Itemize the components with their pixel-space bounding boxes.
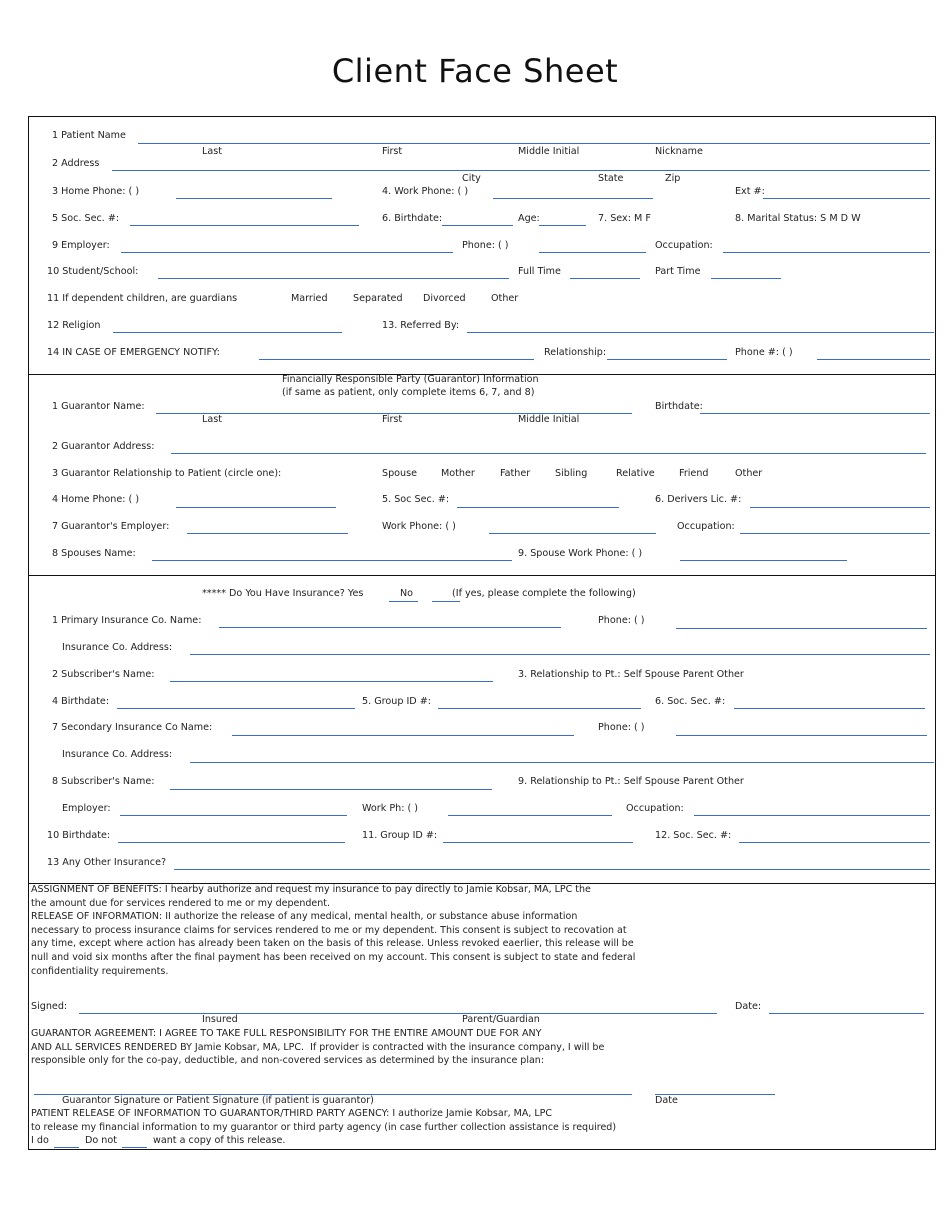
secondary-insurance-address-label: Insurance Co. Address: <box>62 749 173 760</box>
student-school-field[interactable] <box>158 278 509 279</box>
guarantor-signature-caption: Guarantor Signature or Patient Signature (if patient is guarantor) <box>62 1095 374 1106</box>
sex-options[interactable]: 7. Sex: M F <box>598 213 651 224</box>
age-label: Age: <box>518 213 540 224</box>
student-school-label: 10 Student/School: <box>47 266 139 277</box>
option-married[interactable]: Married <box>291 293 328 304</box>
i-do-label: I do <box>31 1135 49 1146</box>
guarantor-name-label: 1 Guarantor Name: <box>52 401 145 412</box>
guarantor-agreement-text: GUARANTOR AGREEMENT: I AGREE TO TAKE FULL RESPONSIBILITY FOR THE ENTIRE AMOUNT DUE FOR ANY AND ALL SERVICES RENDERED BY Jamie Kobsar, MA, LPC. If provider is contracted with the insurance company, I will be responsible only for the co-pay, deductible, and non-covered services as determined by the insurance plan: <box>31 1028 605 1067</box>
caption-last: Last <box>202 146 222 157</box>
work-phone-field[interactable] <box>493 198 653 199</box>
full-time-field[interactable] <box>570 278 640 279</box>
relationship-field[interactable] <box>607 359 727 360</box>
guarantor-address-label: 2 Guarantor Address: <box>52 441 155 452</box>
subscriber-name-field[interactable] <box>170 681 493 682</box>
secondary-insurance-label: 7 Secondary Insurance Co Name: <box>52 722 213 733</box>
soc-sec-label: 5 Soc. Sec. #: <box>52 213 120 224</box>
birthdate-label: 6. Birthdate: <box>382 213 443 224</box>
religion-field[interactable] <box>113 332 342 333</box>
guarantor-heading: Financially Responsible Party (Guarantor) Information <box>282 374 539 385</box>
insurance-no-field[interactable] <box>432 601 460 602</box>
ext-label: Ext #: <box>735 186 765 197</box>
guarantor-employer-label: 7 Guarantor's Employer: <box>52 521 170 532</box>
address-label: 2 Address <box>52 158 100 169</box>
subscriber-ssn-field[interactable] <box>734 708 925 709</box>
occupation-label: Occupation: <box>655 240 713 251</box>
caption-parent-guardian: Parent/Guardian <box>462 1014 540 1025</box>
primary-insurance-phone-label: Phone: ( ) <box>598 615 645 626</box>
secondary-birthdate-field[interactable] <box>118 842 345 843</box>
guarantor-relationship-label: 3 Guarantor Relationship to Patient (circle one): <box>52 468 282 479</box>
guarantor-occupation-field[interactable] <box>740 533 930 534</box>
relationship-option[interactable]: Spouse <box>382 468 418 479</box>
group-id-label: 5. Group ID #: <box>362 696 431 707</box>
insurance-instruction: (If yes, please complete the following) <box>452 588 636 599</box>
caption-last: Last <box>202 414 222 425</box>
secondary-ssn-field[interactable] <box>739 842 930 843</box>
secondary-insurance-address-field[interactable] <box>190 762 934 763</box>
guardians-label: 11 If dependent children, are guardians <box>47 293 238 304</box>
insurance-question: ***** Do You Have Insurance? Yes <box>202 588 364 599</box>
subscriber-occupation-field[interactable] <box>694 815 930 816</box>
caption-insured: Insured <box>202 1014 238 1025</box>
employer-field[interactable] <box>121 252 453 253</box>
secondary-birthdate-label: 10 Birthdate: <box>47 830 111 841</box>
guarantor-address-field[interactable] <box>171 453 926 454</box>
assignment-of-benefits-text: ASSIGNMENT OF BENEFITS: I hearby authorize and request my insurance to pay directly to Jamie Kobsar, MA, LPC the the amount due for services rendered to me or my dependent. RELEASE OF INFORMATION: II authorize the release of any medical, mental health, or substance abuse information necessary to process insurance claims for services rendered to me or my dependent. This consent is subject to recovation at any time, except where action has already been taken on the basis of this release. Unless revoked eaerlier, this release will be null and void six months after the final payment has been received on my account. This consent is subject to state and federal confidentiality requirements. <box>31 884 636 977</box>
group-id-field[interactable] <box>438 708 641 709</box>
full-time-label: Full Time <box>518 266 561 277</box>
signed-label: Signed: <box>31 1001 68 1012</box>
i-do-field[interactable] <box>54 1147 79 1148</box>
guarantor-employer-field[interactable] <box>187 533 348 534</box>
part-time-field[interactable] <box>711 278 781 279</box>
caption-zip: Zip <box>665 173 681 184</box>
secondary-subscriber-label: 8 Subscriber's Name: <box>52 776 155 787</box>
drivers-license-field[interactable] <box>750 507 930 508</box>
guarantor-work-phone-field[interactable] <box>489 533 656 534</box>
relationship-option[interactable]: Father <box>500 468 531 479</box>
employer-phone-label: Phone: ( ) <box>462 240 509 251</box>
caption-city: City <box>462 173 481 184</box>
occupation-field[interactable] <box>723 252 930 253</box>
secondary-insurance-phone-label: Phone: ( ) <box>598 722 645 733</box>
spouses-name-label: 8 Spouses Name: <box>52 548 136 559</box>
guarantor-occupation-label: Occupation: <box>677 521 735 532</box>
subscriber-work-phone-label: Work Ph: ( ) <box>362 803 419 814</box>
caption-middle-initial: Middle Initial <box>518 414 580 425</box>
guarantor-work-phone-label: Work Phone: ( ) <box>382 521 456 532</box>
guarantor-birthdate-field[interactable] <box>700 413 930 414</box>
secondary-group-id-field[interactable] <box>443 842 633 843</box>
part-time-label: Part Time <box>655 266 701 277</box>
secondary-insurance-phone-field[interactable] <box>676 735 927 736</box>
employer-label: 9 Employer: <box>52 240 110 251</box>
relationship-option[interactable]: Friend <box>679 468 709 479</box>
guarantor-birthdate-label: Birthdate: <box>655 401 703 412</box>
page-title: Client Face Sheet <box>331 52 619 90</box>
option-divorced[interactable]: Divorced <box>423 293 466 304</box>
caption-state: State <box>598 173 624 184</box>
subscriber-employer-field[interactable] <box>120 815 347 816</box>
work-phone-label: 4. Work Phone: ( ) <box>382 186 469 197</box>
emergency-phone-field[interactable] <box>817 359 930 360</box>
employer-phone-field[interactable] <box>539 252 646 253</box>
subscriber-birthdate-field[interactable] <box>117 708 355 709</box>
caption-first: First <box>382 146 403 157</box>
guarantor-date-caption: Date <box>655 1095 678 1106</box>
drivers-license-label: 6. Derivers Lic. #: <box>655 494 742 505</box>
primary-insurance-address-label: Insurance Co. Address: <box>62 642 173 653</box>
do-not-label: Do not <box>85 1135 118 1146</box>
guarantor-ssn-field[interactable] <box>457 507 619 508</box>
insurance-yes-field[interactable] <box>389 601 418 602</box>
caption-middle-initial: Middle Initial <box>518 146 580 157</box>
guarantor-home-phone-field[interactable] <box>176 507 336 508</box>
relationship-option[interactable]: Relative <box>616 468 655 479</box>
subscriber-occupation-label: Occupation: <box>626 803 684 814</box>
birthdate-field[interactable] <box>442 225 513 226</box>
secondary-subscriber-field[interactable] <box>170 789 492 790</box>
religion-label: 12 Religion <box>47 320 101 331</box>
other-insurance-field[interactable] <box>174 869 930 870</box>
secondary-insurance-field[interactable] <box>232 735 574 736</box>
signature-date-label: Date: <box>735 1001 762 1012</box>
primary-insurance-label: 1 Primary Insurance Co. Name: <box>52 615 202 626</box>
signature-field[interactable] <box>79 1013 717 1014</box>
home-phone-field[interactable] <box>176 198 332 199</box>
relationship-option[interactable]: Mother <box>441 468 475 479</box>
patient-name-field[interactable] <box>138 143 930 144</box>
marital-status-options[interactable]: 8. Marital Status: S M D W <box>735 213 861 224</box>
signature-date-field[interactable] <box>769 1013 924 1014</box>
address-field[interactable] <box>112 170 930 171</box>
ext-field[interactable] <box>763 198 930 199</box>
primary-insurance-address-field[interactable] <box>190 654 930 655</box>
soc-sec-field[interactable] <box>130 225 359 226</box>
primary-insurance-phone-field[interactable] <box>676 628 927 629</box>
copy-release-label: want a copy of this release. <box>153 1135 286 1146</box>
spouses-name-field[interactable] <box>152 560 512 561</box>
relationship-to-pt-options[interactable]: 3. Relationship to Pt.: Self Spouse Parent Other <box>518 669 744 680</box>
spouse-work-phone-label: 9. Spouse Work Phone: ( ) <box>518 548 643 559</box>
emergency-field[interactable] <box>259 359 534 360</box>
subscriber-ssn-label: 6. Soc. Sec. #: <box>655 696 726 707</box>
secondary-group-id-label: 11. Group ID #: <box>362 830 438 841</box>
secondary-relationship-options[interactable]: 9. Relationship to Pt.: Self Spouse Parent Other <box>518 776 744 787</box>
option-separated[interactable]: Separated <box>353 293 403 304</box>
relationship-option[interactable]: Sibling <box>555 468 588 479</box>
primary-insurance-field[interactable] <box>219 627 561 628</box>
home-phone-label: 3 Home Phone: ( ) <box>52 186 140 197</box>
subscriber-employer-label: Employer: <box>62 803 111 814</box>
subscriber-work-phone-field[interactable] <box>448 815 612 816</box>
caption-first: First <box>382 414 403 425</box>
emergency-phone-label: Phone #: ( ) <box>735 347 793 358</box>
relationship-option[interactable]: Other <box>735 468 763 479</box>
caption-nickname: Nickname <box>655 146 703 157</box>
guarantor-home-phone-label: 4 Home Phone: ( ) <box>52 494 140 505</box>
emergency-label: 14 IN CASE OF EMERGENCY NOTIFY: <box>47 347 220 358</box>
subscriber-birthdate-label: 4 Birthdate: <box>52 696 110 707</box>
relationship-label: Relationship: <box>544 347 607 358</box>
referred-by-label: 13. Referred By: <box>382 320 460 331</box>
guarantor-ssn-label: 5. Soc Sec. #: <box>382 494 450 505</box>
subscriber-name-label: 2 Subscriber's Name: <box>52 669 155 680</box>
secondary-ssn-label: 12. Soc. Sec. #: <box>655 830 732 841</box>
referred-by-field[interactable] <box>467 332 934 333</box>
patient-name-label: 1 Patient Name <box>52 130 126 141</box>
age-field[interactable] <box>539 225 586 226</box>
third-party-release-text: PATIENT RELEASE OF INFORMATION TO GUARANTOR/THIRD PARTY AGENCY: I authorize Jamie Kobsar, MA, LPC to release my financial information to my guarantor or third party agency (in case further collection assistance is required) <box>31 1108 617 1133</box>
other-insurance-label: 13 Any Other Insurance? <box>47 857 167 868</box>
guarantor-subheading: (if same as patient, only complete items 6, 7, and 8) <box>282 387 535 398</box>
option-other[interactable]: Other <box>491 293 519 304</box>
spouse-work-phone-field[interactable] <box>680 560 847 561</box>
insurance-no-label[interactable]: No <box>400 588 414 599</box>
do-not-field[interactable] <box>122 1147 147 1148</box>
